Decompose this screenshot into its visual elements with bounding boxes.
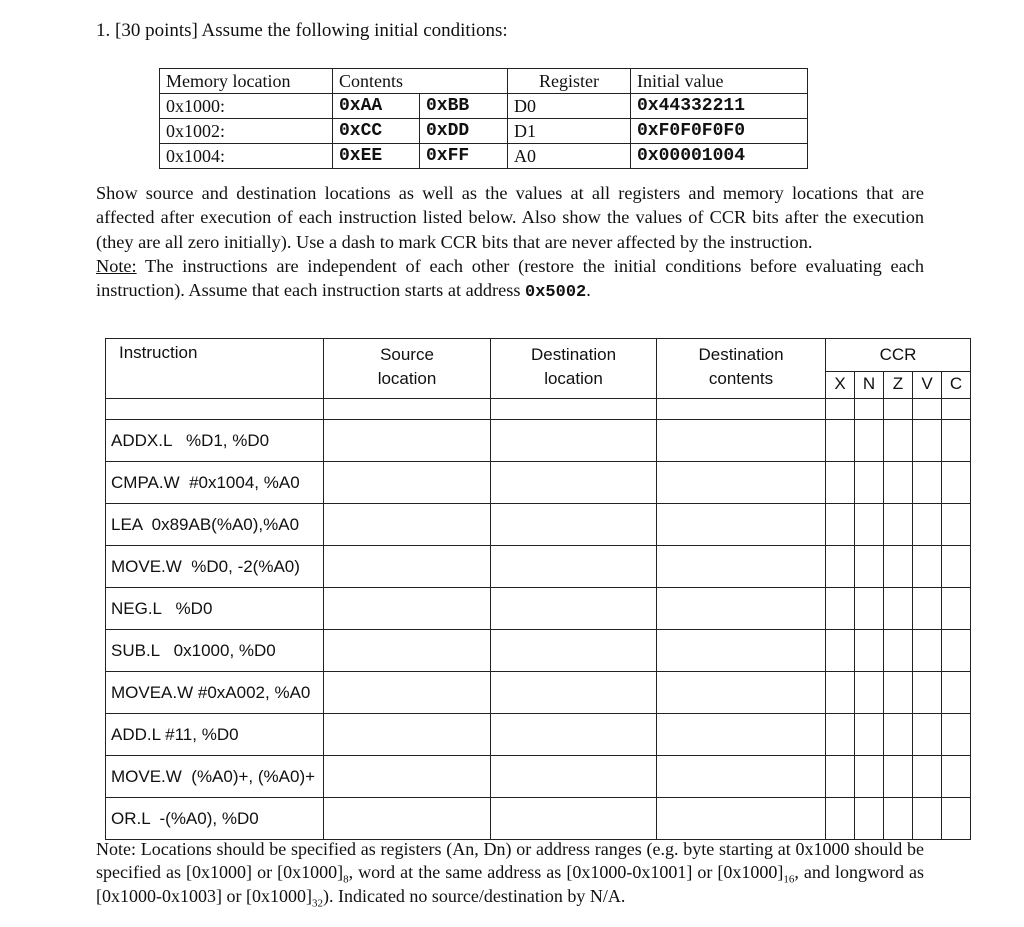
ccr-n-cell[interactable] [855, 798, 884, 840]
memory-content-byte: 0xCC [333, 119, 420, 144]
ccr-bit-v: V [912, 371, 941, 398]
footer-note-part4: ). Indicated no source/destination by N/A. [322, 885, 626, 906]
ccr-x-cell[interactable] [826, 630, 855, 672]
spacer-cell [884, 399, 913, 420]
ccr-n-cell[interactable] [855, 546, 884, 588]
destination-location-cell[interactable] [491, 546, 657, 588]
destination-contents-cell[interactable] [657, 588, 826, 630]
source-location-cell[interactable] [324, 756, 491, 798]
question-title: 1. [30 points] Assume the following initial conditions: [96, 20, 508, 41]
destination-contents-cell[interactable] [657, 798, 826, 840]
ccr-v-cell[interactable] [913, 588, 942, 630]
ccr-n-cell[interactable] [855, 462, 884, 504]
ccr-x-cell[interactable] [826, 588, 855, 630]
instruction-cell: MOVEA.W #0xA002, %A0 [106, 672, 324, 714]
destination-contents-cell[interactable] [657, 756, 826, 798]
instruction-rows [106, 420, 971, 840]
footer-note [96, 838, 924, 908]
header-source-line1: Source [380, 345, 434, 364]
ccr-n-cell[interactable] [855, 756, 884, 798]
source-location-cell[interactable] [324, 714, 491, 756]
ccr-z-cell[interactable] [884, 672, 913, 714]
instructions-paragraph [96, 181, 924, 305]
ccr-x-cell[interactable] [826, 672, 855, 714]
memory-content-byte: 0xDD [420, 119, 508, 144]
footer-sub8: 8 [343, 873, 349, 886]
destination-contents-cell[interactable] [657, 462, 826, 504]
instruction-cell: SUB.L 0x1000, %D0 [106, 630, 324, 672]
ccr-v-cell[interactable] [913, 672, 942, 714]
ccr-x-cell[interactable] [826, 462, 855, 504]
header-destc-line2: contents [708, 369, 774, 388]
destination-location-cell[interactable] [491, 588, 657, 630]
header-destc-line1: Destination [698, 345, 784, 364]
instruction-row [106, 714, 971, 756]
memory-content-byte: 0xAA [333, 94, 420, 119]
source-location-cell[interactable] [324, 588, 491, 630]
instruction-cell: LEA 0x89AB(%A0),%A0 [106, 504, 324, 546]
spacer-cell [855, 399, 884, 420]
ccr-z-cell[interactable] [884, 798, 913, 840]
ccr-v-cell[interactable] [913, 630, 942, 672]
initial-table-row [160, 144, 808, 169]
ccr-x-cell[interactable] [826, 798, 855, 840]
register-name: D1 [508, 119, 631, 144]
ccr-n-cell[interactable] [855, 420, 884, 462]
spacer-cell [106, 399, 324, 420]
instruction-table-header-row [106, 339, 971, 399]
instruction-row [106, 672, 971, 714]
instruction-row [106, 630, 971, 672]
instructions-text: Show source and destination locations as well as the values at all registers and memory locations that are affected after execution of each instruction listed below. Also show the values of CCR bits after the execution (they are all zero initially). Use a dash to mark CCR bits that are never affected by the instruction. [96, 183, 924, 252]
ccr-x-cell[interactable] [826, 756, 855, 798]
instruction-table [105, 338, 971, 840]
note-text: The instructions are independent of each other (restore the initial conditions before evaluating each instruction). Assume that each instruction starts at address [96, 255, 924, 301]
header-instruction: Instruction [106, 339, 324, 399]
source-location-cell[interactable] [324, 798, 491, 840]
ccr-v-cell[interactable] [913, 798, 942, 840]
ccr-c-cell[interactable] [942, 798, 971, 840]
ccr-n-cell[interactable] [855, 588, 884, 630]
ccr-n-cell[interactable] [855, 504, 884, 546]
destination-contents-cell[interactable] [657, 672, 826, 714]
ccr-c-cell[interactable] [942, 756, 971, 798]
ccr-bit-n: N [854, 371, 883, 398]
ccr-z-cell[interactable] [884, 420, 913, 462]
memory-location: 0x1002: [160, 119, 333, 144]
spacer-cell [324, 399, 491, 420]
ccr-z-cell[interactable] [884, 756, 913, 798]
ccr-v-cell[interactable] [913, 420, 942, 462]
destination-location-cell[interactable] [491, 672, 657, 714]
spacer-cell [826, 399, 855, 420]
ccr-c-cell[interactable] [942, 462, 971, 504]
header-memory-location: Memory location [160, 69, 333, 94]
ccr-c-cell[interactable] [942, 420, 971, 462]
ccr-z-cell[interactable] [884, 588, 913, 630]
instruction-row [106, 462, 971, 504]
instruction-row [106, 546, 971, 588]
instruction-cell: CMPA.W #0x1004, %A0 [106, 462, 324, 504]
memory-content-byte: 0xBB [420, 94, 508, 119]
source-location-cell[interactable] [324, 504, 491, 546]
header-initial-value: Initial value [631, 69, 808, 94]
destination-location-cell[interactable] [491, 798, 657, 840]
ccr-n-cell[interactable] [855, 630, 884, 672]
ccr-c-cell[interactable] [942, 672, 971, 714]
note-label: Note: [96, 255, 137, 276]
ccr-header [826, 339, 970, 398]
memory-content-byte: 0xFF [420, 144, 508, 169]
register-initial-value: 0x00001004 [631, 144, 808, 169]
destination-location-cell[interactable] [491, 462, 657, 504]
destination-contents-cell[interactable] [657, 546, 826, 588]
footer-note-part2: , word at the same address as [0x1000-0x1001] or [0x1000] [348, 862, 784, 883]
ccr-z-cell[interactable] [884, 504, 913, 546]
ccr-x-cell[interactable] [826, 714, 855, 756]
ccr-c-cell[interactable] [942, 630, 971, 672]
ccr-x-cell[interactable] [826, 504, 855, 546]
footer-note-part1: Note: Locations should be specified as registers (An, Dn) or address ranges (e.g. byte starting at 0x1000 should be specified as [0x1000] or [0x1000] [96, 839, 924, 883]
source-location-cell[interactable] [324, 420, 491, 462]
ccr-title: CCR [879, 345, 917, 364]
destination-location-cell[interactable] [491, 714, 657, 756]
instruction-row [106, 798, 971, 840]
header-dest-line2: location [544, 369, 603, 388]
initial-conditions-table [159, 68, 808, 169]
initial-table-row [160, 94, 808, 119]
header-source-location [324, 339, 491, 399]
instruction-cell: OR.L -(%A0), %D0 [106, 798, 324, 840]
memory-location: 0x1000: [160, 94, 333, 119]
ccr-x-cell[interactable] [826, 546, 855, 588]
ccr-n-cell[interactable] [855, 672, 884, 714]
ccr-z-cell[interactable] [884, 546, 913, 588]
register-name: D0 [508, 94, 631, 119]
source-location-cell[interactable] [324, 630, 491, 672]
instruction-row [106, 504, 971, 546]
ccr-c-cell[interactable] [942, 588, 971, 630]
header-dest-line1: Destination [530, 345, 617, 364]
header-ccr [826, 339, 971, 399]
instruction-cell: MOVE.W (%A0)+, (%A0)+ [106, 756, 324, 798]
ccr-z-cell[interactable] [884, 462, 913, 504]
destination-contents-cell[interactable] [657, 630, 826, 672]
header-contents: Contents [333, 69, 508, 94]
source-location-cell[interactable] [324, 546, 491, 588]
ccr-c-cell[interactable] [942, 546, 971, 588]
instruction-cell: NEG.L %D0 [106, 588, 324, 630]
instruction-cell: ADD.L #11, %D0 [106, 714, 324, 756]
ccr-bit-x: X [826, 371, 854, 398]
memory-location: 0x1004: [160, 144, 333, 169]
register-name: A0 [508, 144, 631, 169]
ccr-z-cell[interactable] [884, 714, 913, 756]
source-location-cell[interactable] [324, 672, 491, 714]
source-location-cell[interactable] [324, 462, 491, 504]
instruction-row [106, 588, 971, 630]
spacer-cell [913, 399, 942, 420]
ccr-bits [826, 371, 970, 398]
ccr-v-cell[interactable] [913, 756, 942, 798]
destination-contents-cell[interactable] [657, 504, 826, 546]
ccr-c-cell[interactable] [942, 504, 971, 546]
footer-sub16: 16 [783, 873, 795, 886]
initial-table-header-row [160, 69, 808, 94]
register-initial-value: 0x44332211 [631, 94, 808, 119]
instruction-cell: ADDX.L %D1, %D0 [106, 420, 324, 462]
instruction-cell: MOVE.W %D0, -2(%A0) [106, 546, 324, 588]
ccr-v-cell[interactable] [913, 546, 942, 588]
header-destination-location [491, 339, 657, 399]
header-spacer-row [106, 399, 971, 420]
footer-sub32: 32 [311, 897, 323, 910]
destination-location-cell[interactable] [491, 756, 657, 798]
initial-table-row [160, 119, 808, 144]
ccr-v-cell[interactable] [913, 504, 942, 546]
instruction-row [106, 756, 971, 798]
ccr-c-cell[interactable] [942, 714, 971, 756]
ccr-bit-c: C [941, 371, 970, 398]
destination-location-cell[interactable] [491, 420, 657, 462]
ccr-bit-z: Z [883, 371, 912, 398]
destination-contents-cell[interactable] [657, 714, 826, 756]
spacer-cell [491, 399, 657, 420]
memory-content-byte: 0xEE [333, 144, 420, 169]
destination-location-cell[interactable] [491, 504, 657, 546]
start-address: 0x5002 [525, 283, 587, 303]
register-initial-value: 0xF0F0F0F0 [631, 119, 808, 144]
instruction-row [106, 420, 971, 462]
ccr-v-cell[interactable] [913, 714, 942, 756]
spacer-cell [657, 399, 826, 420]
destination-contents-cell[interactable] [657, 420, 826, 462]
header-register: Register [508, 69, 631, 94]
note-period: . [586, 280, 591, 301]
destination-location-cell[interactable] [491, 630, 657, 672]
ccr-z-cell[interactable] [884, 630, 913, 672]
ccr-n-cell[interactable] [855, 714, 884, 756]
header-source-line2: location [377, 369, 437, 388]
footer-note-part3: , and longword as [0x1000-0x1003] or [0x1000] [96, 862, 924, 906]
ccr-v-cell[interactable] [913, 462, 942, 504]
header-destination-contents [657, 339, 826, 399]
ccr-x-cell[interactable] [826, 420, 855, 462]
spacer-cell [942, 399, 971, 420]
